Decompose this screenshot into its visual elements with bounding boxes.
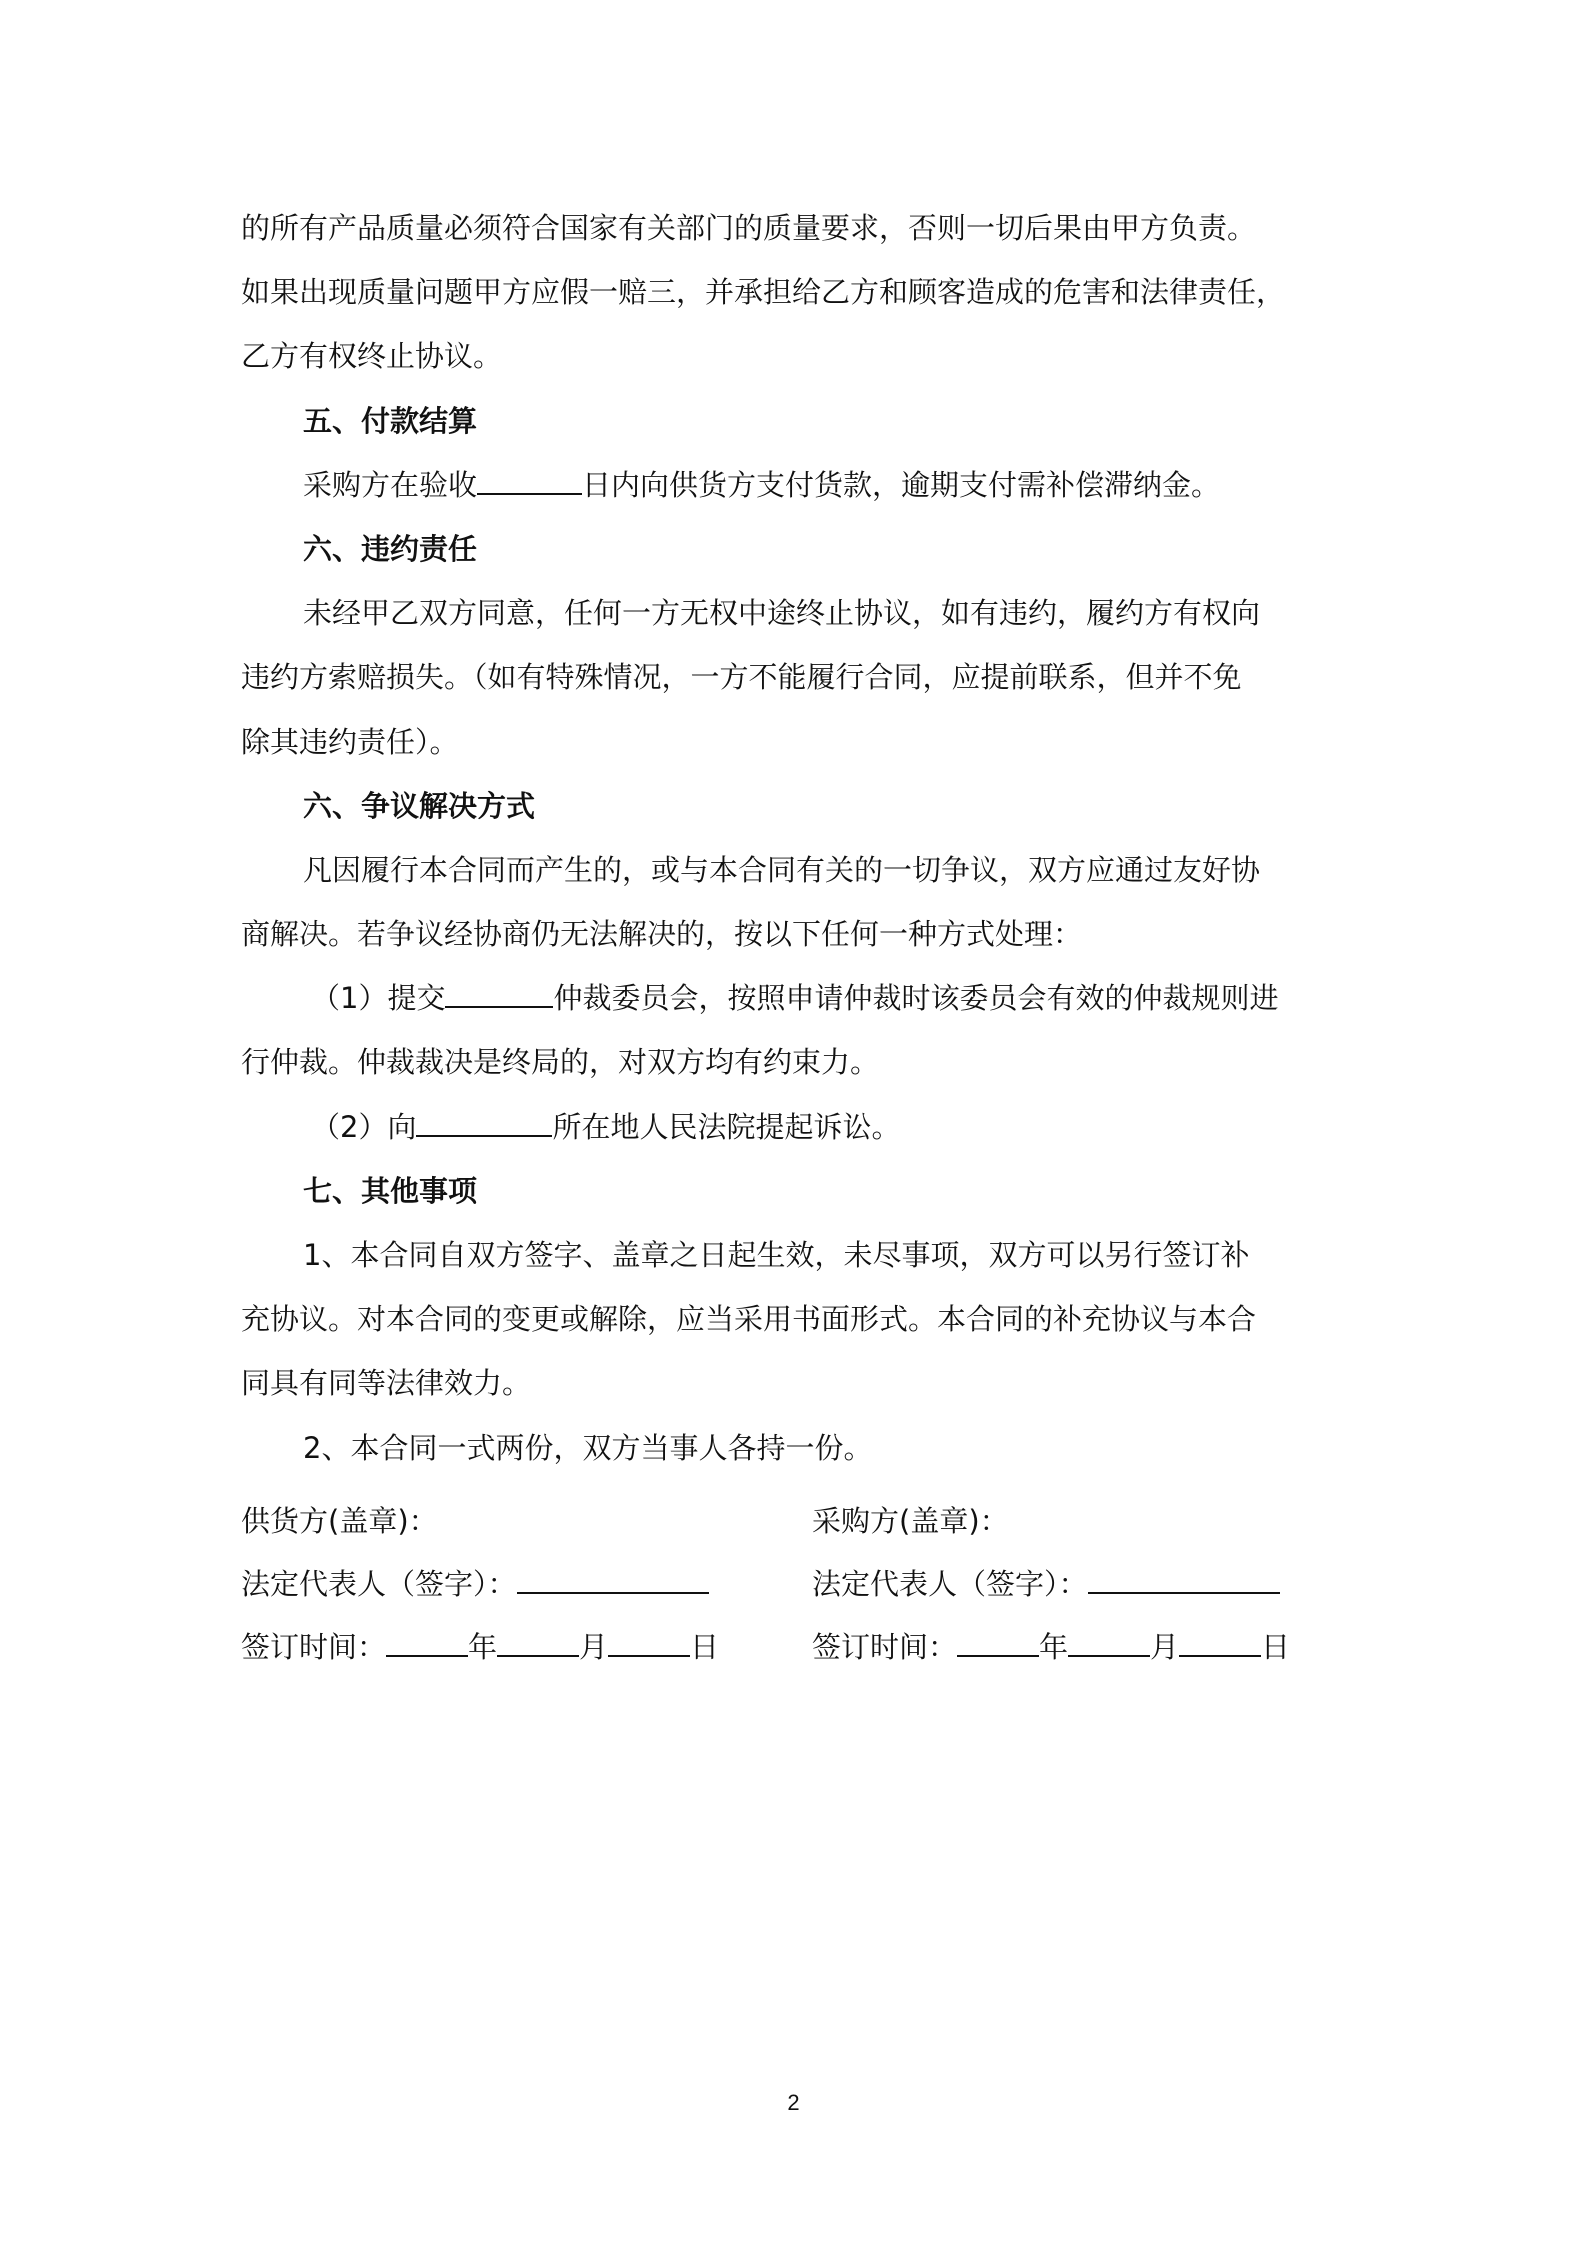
quality-line-1: 的所有产品质量必须符合国家有关部门的质量要求，否则一切后果由甲方负责。 [241, 211, 1257, 245]
purchaser-year-label: 年 [1039, 1630, 1069, 1664]
other-1-line-2: 充协议。对本合同的变更或解除，应当采用书面形式。本合同的补充协议与本合 [241, 1302, 1257, 1337]
breach-line-1: 未经甲乙双方同意，任何一方无权中途终止协议，如有违约，履约方有权向 [303, 596, 1261, 631]
section-heading-dispute: 六、争议解决方式 [303, 788, 536, 823]
supplier-month-label: 月 [579, 1630, 609, 1664]
dispute-line-2: 商解决。若争议经协商仍无法解决的，按以下任何一种方式处理： [241, 917, 1083, 952]
breach-line-2: 违约方索赔损失。（如有特殊情况，一方不能履行合同，应提前联系，但并不免 [241, 660, 1242, 695]
arbitration-line-1 [241, 966, 1356, 1030]
purchaser-signature-blank[interactable] [1088, 1566, 1280, 1594]
supplier-rep-line [241, 1553, 801, 1616]
section-heading-breach: 六、违约责任 [303, 531, 478, 566]
purchaser-date-label: 签订时间： [812, 1630, 958, 1664]
court-text-a: （2）向 [311, 1109, 417, 1144]
section-heading-other: 七、其他事项 [303, 1173, 478, 1208]
payment-line [241, 453, 1356, 517]
payment-days-blank[interactable] [477, 467, 582, 495]
supplier-signature-blank[interactable] [517, 1566, 709, 1594]
supplier-month-blank[interactable] [497, 1629, 579, 1657]
court-text-b: 所在地人民法院提起诉讼。 [552, 1109, 901, 1144]
quality-line-3: 乙方有权终止协议。 [241, 339, 503, 374]
purchaser-rep-line [812, 1553, 1372, 1616]
arbitration-committee-blank[interactable] [445, 980, 553, 1008]
court-location-blank[interactable] [416, 1109, 552, 1137]
supplier-day-label: 日 [690, 1630, 720, 1664]
purchaser-day-label: 日 [1261, 1630, 1291, 1664]
section-heading-payment: 五、付款结算 [303, 403, 478, 438]
supplier-date-line [241, 1616, 801, 1679]
payment-text-a: 采购方在验收 [303, 467, 478, 502]
purchaser-party-label: 采购方(盖章)： [812, 1504, 1009, 1538]
purchaser-signature-block [812, 1490, 1372, 1679]
purchaser-year-blank[interactable] [957, 1629, 1039, 1657]
dispute-line-1: 凡因履行本合同而产生的，或与本合同有关的一切争议，双方应通过友好协 [303, 852, 1261, 887]
purchaser-date-line [812, 1616, 1372, 1679]
arbitration-text-a: （1）提交 [311, 981, 446, 1016]
supplier-date-label: 签订时间： [241, 1630, 387, 1664]
payment-text-b: 日内向供货方支付货款，逾期支付需补偿滞纳金。 [582, 467, 1221, 502]
court-line [241, 1095, 1356, 1159]
breach-line-3: 除其违约责任）。 [241, 724, 459, 759]
purchaser-rep-label: 法定代表人（签字）： [812, 1567, 1088, 1601]
purchaser-month-label: 月 [1150, 1630, 1180, 1664]
purchaser-day-blank[interactable] [1179, 1629, 1261, 1657]
supplier-signature-block [241, 1490, 801, 1679]
quality-line-2: 如果出现质量问题甲方应假一赔三，并承担给乙方和顾客造成的危害和法律责任， [241, 275, 1286, 310]
arbitration-line-2: 行仲裁。仲裁裁决是终局的，对双方均有约束力。 [241, 1045, 880, 1080]
supplier-day-blank[interactable] [608, 1629, 690, 1657]
page-number: 2 [787, 2090, 800, 2115]
other-1-line-1: 1、本合同自双方签字、盖章之日起生效，未尽事项，双方可以另行签订补 [303, 1238, 1250, 1272]
contract-body [241, 196, 1356, 1480]
supplier-year-blank[interactable] [386, 1629, 468, 1657]
supplier-rep-label: 法定代表人（签字）： [241, 1567, 517, 1601]
other-2-line: 2、本合同一式两份，双方当事人各持一份。 [303, 1430, 873, 1465]
arbitration-text-b: 仲裁委员会，按照申请仲裁时该委员会有效的仲裁规则进 [553, 981, 1279, 1016]
supplier-party-label: 供货方(盖章)： [241, 1504, 438, 1538]
other-1-line-3: 同具有同等法律效力。 [241, 1366, 532, 1401]
supplier-year-label: 年 [468, 1630, 498, 1664]
purchaser-month-blank[interactable] [1068, 1629, 1150, 1657]
